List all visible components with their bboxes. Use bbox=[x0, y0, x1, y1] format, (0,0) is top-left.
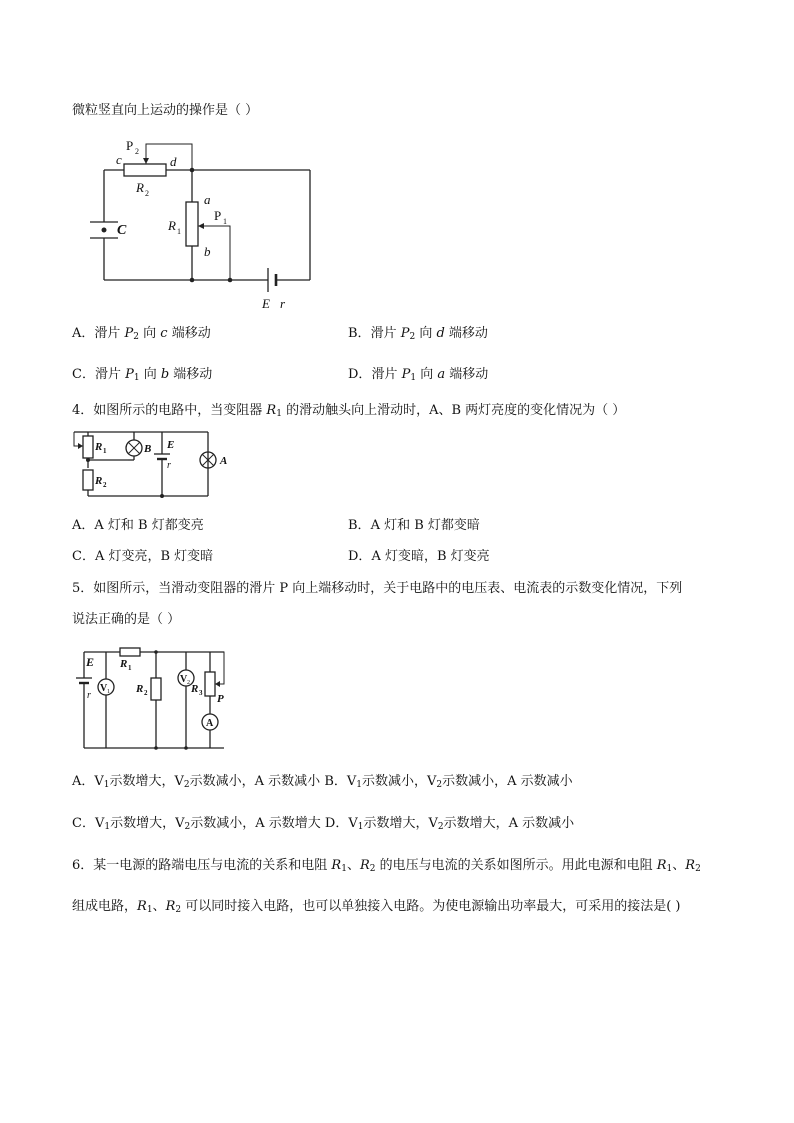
q5-label-r3-sub: 3 bbox=[199, 689, 203, 697]
q5-label-r3: R bbox=[191, 683, 199, 695]
q4-label-r2: R bbox=[95, 475, 103, 487]
q5-circuit-diagram bbox=[74, 642, 254, 752]
q3-label-r2: R bbox=[136, 180, 144, 195]
q5-stem-line1: 5．如图所示，当滑动变阻器的滑片 P 向上端移动时，关于电路中的电压表、电流表的示数变化情况，下列 bbox=[72, 581, 683, 596]
q3-circuit-diagram bbox=[80, 134, 340, 314]
q5-label-ammeter: A bbox=[206, 718, 214, 729]
q3-label-p1: P bbox=[214, 208, 222, 223]
q4-label-e: E bbox=[167, 439, 175, 451]
q3-label-r1-sub: 1 bbox=[177, 227, 181, 236]
q4-label-b: B bbox=[144, 443, 152, 455]
q5-label-v1-sub: 1 bbox=[107, 689, 110, 695]
q3-node-b bbox=[190, 278, 195, 283]
q4-label-r1: R bbox=[95, 441, 103, 453]
q5-stem-line2: 说法正确的是（ ） bbox=[72, 612, 181, 627]
q3-label-c: c bbox=[116, 152, 122, 167]
q5-label-e: E bbox=[86, 655, 95, 669]
q5-option-b[interactable]: B．$V_1$示数减小，$V_2$示数减小，A 示数减小 bbox=[324, 774, 573, 790]
q5-label-r: r bbox=[87, 690, 91, 701]
q3-option-c[interactable]: C．滑片 $P_1$ 向 b 端移动 bbox=[72, 367, 213, 383]
q4-resistor-r2 bbox=[83, 470, 93, 490]
q4-stem: 4．如图所示的电路中，当变阻器 $R_1$ 的滑动触头向上滑动时，A、B 两灯亮度的变化情况为（ ） bbox=[72, 403, 626, 419]
q3-stem-tail: 微粒竖直向上运动的操作是（ ） bbox=[72, 103, 259, 118]
q5-label-r2: R bbox=[136, 683, 144, 695]
q3-label-p1-sub: 1 bbox=[223, 217, 227, 226]
q4-option-d[interactable]: D．A 灯变暗，B 灯变亮 bbox=[348, 549, 490, 564]
q5-label-v1: V bbox=[100, 683, 108, 694]
q5-label-r1: R bbox=[120, 658, 128, 670]
q5-label-v2: V bbox=[180, 674, 188, 685]
q3-option-d[interactable]: D．滑片 $P_1$ 向 a 端移动 bbox=[348, 367, 489, 383]
q3-label-capacitor: C bbox=[117, 223, 127, 238]
q3-label-e: E bbox=[262, 296, 270, 311]
q3-label-r: r bbox=[280, 296, 286, 311]
q4-slider-arrow bbox=[78, 443, 83, 449]
q3-label-a: a bbox=[204, 192, 211, 207]
q5-option-c[interactable]: C．$V_1$示数增大，$V_2$示数减小，A 示数增大 bbox=[72, 816, 321, 832]
q3-option-a[interactable]: A．滑片 $P_2$ 向 c 端移动 bbox=[72, 326, 211, 342]
q4-circuit-diagram bbox=[66, 428, 228, 502]
q4-label-r2-sub: 2 bbox=[103, 481, 107, 489]
q3-node-p1 bbox=[228, 278, 233, 283]
q5-option-a[interactable]: A．$V_1$示数增大，$V_2$示数减小，A 示数减小 bbox=[72, 774, 321, 790]
q6-stem-line1: 6．某一电源的路端电压与电流的关系和电阻 $R_1$、$R_2$ 的电压与电流的关系如图所示。用此电源和电阻 $R_1$、$R_2$ bbox=[72, 858, 701, 874]
q5-label-v2-sub: 2 bbox=[187, 680, 190, 686]
q3-label-d: d bbox=[170, 154, 177, 169]
q5-resistor-r3 bbox=[205, 672, 215, 696]
q5-options-line1 bbox=[72, 773, 573, 794]
q4-label-r1-sub: 1 bbox=[103, 447, 107, 455]
q3-slider-p2-arrow bbox=[143, 158, 149, 164]
q5-slider-p-wire bbox=[210, 652, 224, 684]
q4-option-b[interactable]: B．A 灯和 B 灯都变暗 bbox=[348, 518, 480, 533]
q5-resistor-r2 bbox=[151, 678, 161, 700]
q4-resistor-r1 bbox=[83, 436, 93, 458]
q5-label-r1-sub: 1 bbox=[128, 664, 132, 672]
q4-option-c[interactable]: C．A 灯变亮，B 灯变暗 bbox=[72, 549, 214, 564]
q4-label-a: A bbox=[220, 455, 228, 467]
q6-stem-line2: 组成电路，$R_1$、$R_2$ 可以同时接入电路，也可以单独接入电路。为使电源输出功率最大，可采用的接法是( ) bbox=[72, 899, 681, 915]
q5-options-line2 bbox=[72, 815, 574, 836]
q3-label-r1: R bbox=[168, 218, 176, 233]
q3-option-b[interactable]: B．滑片 $P_2$ 向 d 端移动 bbox=[348, 326, 488, 342]
q3-slider-p1-arrow bbox=[198, 223, 204, 229]
q5-resistor-r1 bbox=[120, 648, 140, 656]
q3-label-p2: P bbox=[126, 138, 134, 153]
q4-label-r: r bbox=[167, 460, 171, 471]
q3-resistor-r1 bbox=[186, 202, 198, 246]
q3-slider-p1-wire bbox=[198, 226, 230, 280]
q5-slider-p-arrow bbox=[215, 681, 220, 687]
q3-label-p2-sub: 2 bbox=[135, 147, 139, 156]
q3-slider-p2-wire bbox=[146, 144, 192, 170]
q3-resistor-r2 bbox=[124, 164, 166, 176]
q4-option-a[interactable]: A．A 灯和 B 灯都变亮 bbox=[72, 518, 204, 533]
q3-label-r2-sub: 2 bbox=[145, 189, 149, 198]
q5-option-d[interactable]: D．$V_1$示数增大，$V_2$示数增大，A 示数减小 bbox=[324, 816, 575, 832]
q5-label-r2-sub: 2 bbox=[144, 689, 148, 697]
q5-label-p: P bbox=[217, 693, 224, 705]
q3-capacitor-dot bbox=[102, 228, 107, 233]
q3-label-b: b bbox=[204, 244, 211, 259]
